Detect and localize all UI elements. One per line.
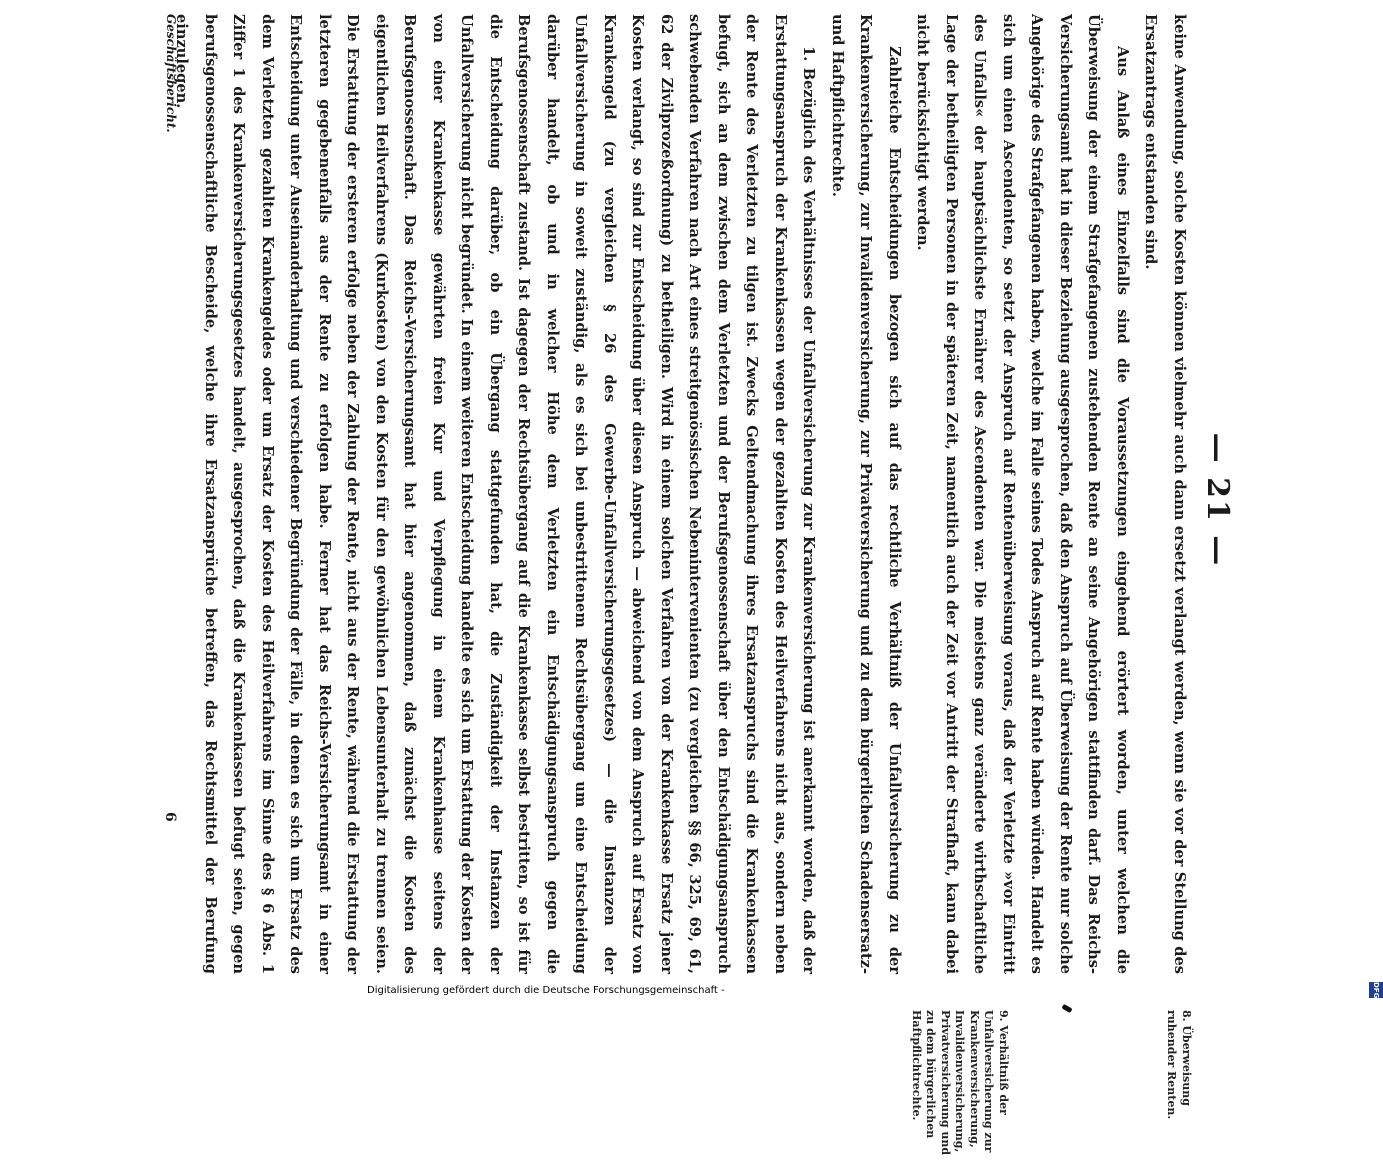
margin-note-8: 8. Überweisung ruhender Renten. — [1165, 1010, 1193, 1120]
dfg-logo-icon: DFG — [1369, 982, 1383, 998]
ink-mark — [1061, 1004, 1072, 1013]
margin-note-9: 9. Verhältniß der Unfallversicherung zur Krankenversicherung, Invalidenversicherung, Privatversicherung und zu dem bürgerlichen Haftpflichtrechte. — [910, 1010, 1010, 1156]
page-number: — 21 — — [1200, 432, 1235, 568]
main-text — [167, 14, 1193, 974]
footer-signature: 6 — [162, 812, 178, 822]
digitization-note: Digitalisierung gefördert durch die Deutsche Forschungsgemeinschaft - — [367, 985, 725, 996]
paragraph: 1. Bezüglich des Verhältnisses der Unfallversicherung zur Krankenversicherung ist anerkannt worden, daß der Erstattungsanspruch der Krankenkassen wegen der gezahlten Kosten des Heilverfahrens nicht aus, sondern neben der Rente des Verletzten zu tilgen ist. Zwecks Geltendmachung ihres Ersatzanspruchs sind die Krankenkassen befugt, sich an dem zwischen dem Verletzten und der Berufsgenossenschaft über den Entschädigungsanspruch schwebenden Verfahren nach Art eines streitgenössischen Nebenintervenienten (zu vergleichen §§ 66, 325, 69, 61, 62 der Zivilprozeßordnung) zu betheiligen. Wird in einem solchen Verfahren von der Krankenkasse Ersatz jener Kosten verlangt, so sind zur Entscheidung über diesen Anspruch — abweichend von dem Anspruch auf Ersatz von Krankengeld (zu vergleichen § 26 des Gewerbe-Unfallversicherungsgesetzes) — die Instanzen der Unfallversicherung in soweit zuständig, als es sich bei unbestrittenem Rechtsübergang um eine Entscheidung darüber handelt, ob und in welcher Höhe dem Verletzten ein Entschädigungsanspruch gegen die Berufsgenossenschaft zustand. Ist dagegen der Rechtsübergang auf die Krankenkasse selbst bestritten, so ist für die Entscheidung darüber, ob ein Übergang stattgefunden hat, die Zuständigkeit der Instanzen der Unfallversicherung nicht begründet. In einem weiteren Entscheidung handelte es sich um Erstattung der Kosten der von einer Krankenkasse gewährten freien Kur und Verpflegung in einem Krankenhause seitens der Berufsgenossenschaft. Das Reichs-Versicherungsamt hat hier angenommen, daß zunächst die Kosten des eigentlichen Heilverfahrens (Kurkosten) von den Kosten für den gewöhnlichen Lebensunterhalt zu trennen seien. Die Erstattung der ersteren erfolge neben der Zahlung der Rente, nicht aus der Rente, während die Erstattung der letzteren gegebenenfalls aus der Rente zu erfolgen habe. Ferner hat das Reichs-Versicherungsamt in einer Entscheidung unter Auseinanderhaltung und verschiedener Begründung der Fälle, in denen es sich um Ersatz des dem Verletzten gezahlten Krankengeldes oder um Ersatz der Kosten des Heilverfahrens im Sinne des § 6 Abs. 1 Ziffer 1 des Krankenversicherungsgesetzes handelt, ausgesprochen, daß die Krankenkassen befugt seien, gegen berufsgenossenschaftliche Bescheide, welche ihre Ersatzansprüche betreffen, das Rechtsmittel der Berufung einzulegen. — [173, 14, 818, 974]
paragraph: keine Anwendung, solche Kosten können vielmehr auch dann ersetzt verlangt werden, wenn sie vor der Stellung des Ersatzantrags entstanden sind. — [1142, 14, 1188, 974]
paragraph: Aus Anlaß eines Einzelfalls sind die Voraussetzungen eingehend erörtert worden, unter welchen die Überweisung der einem Strafgefangenen zustehenden Rente an seine Angehörigen stattfinden darf. Das Reichs-Versicherungsamt hat in dieser Beziehung ausgesprochen, daß den Anspruch auf Überweisung der Rente nur solche Angehörige des Strafgefangenen haben, welche im Falle seines Todes Anspruch auf Rente haben würden. Handelt es sich um einen Ascendenten, so setzt der Anspruch auf Rentenüberweisung voraus, daß der Verletzte »vor Eintritt des Unfalls« der hauptsächlichste Ernährer des Ascendenten war. Die meistens ganz veränderte wirthschaftliche Lage der betheiligten Personen in der späteren Zeit, namentlich auch der Zeit vor Antritt der Strafhaft, kann dabei nicht berücksichtigt werden. — [914, 14, 1131, 974]
footer-running-title: Geschäftsbericht. — [164, 14, 178, 133]
paragraph: Zahlreiche Entscheidungen bezogen sich auf das rechtliche Verhältniß der Unfallversicherung zu der Krankenversicherung, zur Invalidenversicherung, zur Privatversicherung und zu dem bürgerlichen Schadensersatz- und Haftpflichtrechte. — [829, 14, 903, 974]
